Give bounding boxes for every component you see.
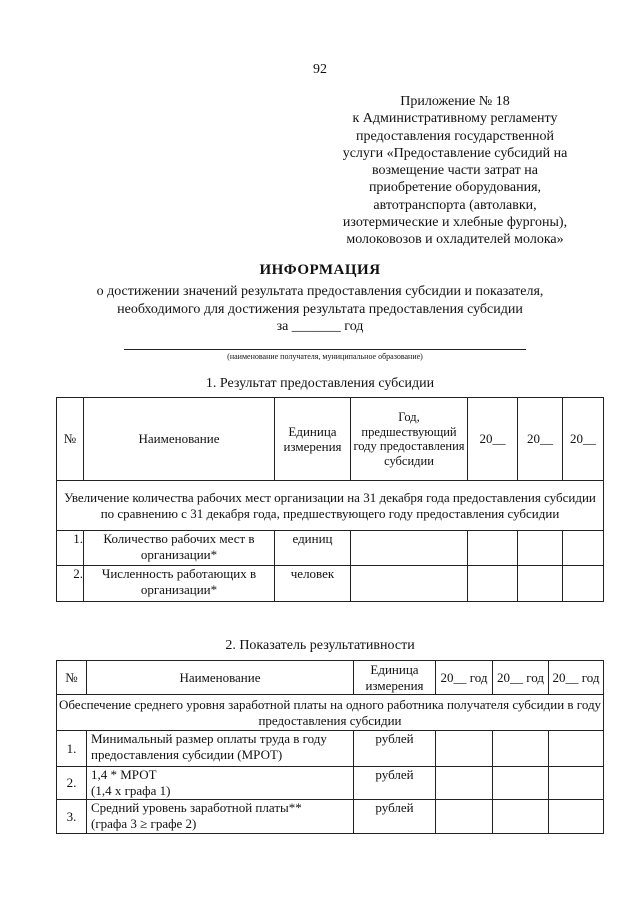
value-cell	[563, 566, 604, 602]
row-name-line: Средний уровень заработной платы**	[91, 800, 302, 815]
value-cell	[436, 800, 493, 834]
row-num: 1.	[57, 531, 84, 566]
header-num: №	[57, 661, 87, 695]
header-num: №	[57, 398, 84, 481]
value-cell	[549, 800, 604, 834]
row-name-line: 1,4 * МРОТ	[91, 767, 157, 782]
value-cell	[549, 731, 604, 767]
appendix-line: услуги «Предоставление субсидий на	[342, 145, 568, 161]
appendix-line: Приложение № 18	[400, 94, 510, 109]
header-year-2: 20__ год	[493, 661, 549, 695]
appendix-line: молоковозов и охладителей молока»	[346, 232, 564, 248]
appendix-line: изотермические и хлебные фургоны),	[342, 215, 568, 231]
row-unit: рублей	[354, 800, 436, 834]
appendix-line: предоставления государственной	[355, 128, 555, 144]
recipient-caption: (наименование получателя, муниципальное образование)	[227, 352, 423, 361]
row-name: Минимальный размер оплаты труда в году предоставления субсидии (МРОТ)	[87, 731, 354, 767]
header-year-1: 20__ год	[436, 661, 493, 695]
value-cell	[493, 767, 549, 800]
value-cell	[493, 731, 549, 767]
page-number: 92	[313, 62, 327, 77]
header-year-3: 20__ год	[549, 661, 604, 695]
result-group-row: Увеличение количества рабочих мест организации на 31 декабря года предоставления субсидии по сравнению с 31 декабря года, предшествующего году предоставления субсидии	[57, 481, 604, 531]
row-num: 2.	[57, 566, 84, 602]
value-cell	[549, 767, 604, 800]
header-prev-year: Год, предшествующий году предоставления субсидии	[351, 398, 468, 481]
recipient-line	[124, 349, 526, 350]
value-cell	[518, 566, 563, 602]
value-cell	[436, 767, 493, 800]
value-cell	[351, 566, 468, 602]
header-name: Наименование	[87, 661, 354, 695]
document-title: ИНФОРМАЦИЯ	[259, 262, 381, 278]
appendix-header	[335, 93, 575, 249]
value-cell	[468, 531, 518, 566]
row-unit: единиц	[275, 531, 351, 566]
value-cell	[351, 531, 468, 566]
subtitle-line: необходимого для достижения результата предоставления субсидии	[117, 301, 523, 317]
appendix-line: приобретение оборудования,	[368, 180, 542, 196]
indicator-table	[56, 660, 604, 834]
appendix-line: возмещение части затрат на	[371, 163, 539, 179]
header-year-3: 20__	[563, 398, 604, 481]
header-year-2: 20__	[518, 398, 563, 481]
document-subtitle	[0, 283, 640, 336]
row-name: Количество рабочих мест в организации*	[84, 531, 275, 566]
header-unit: Единица измерения	[275, 398, 351, 481]
row-name-line: (1,4 х графа 1)	[91, 782, 171, 798]
subtitle-line: за _______ год	[276, 319, 364, 334]
section2-title: 2. Показатель результативности	[225, 638, 415, 653]
result-table	[56, 397, 604, 602]
header-year-1: 20__	[468, 398, 518, 481]
row-name	[87, 767, 354, 800]
row-unit: человек	[275, 566, 351, 602]
subtitle-line: о достижении значений результата предоставления субсидии и показателя,	[96, 284, 544, 299]
row-num: 1.	[57, 731, 87, 767]
header-unit: Единица измерения	[354, 661, 436, 695]
row-name-line: (графа 3 ≥ графе 2)	[91, 815, 197, 831]
row-num: 2.	[57, 767, 87, 800]
row-name: Численность работающих в организации*	[84, 566, 275, 602]
value-cell	[493, 800, 549, 834]
indicator-group-row: Обеспечение среднего уровня заработной платы на одного работника получателя субсидии в году предоставления субсидии	[57, 695, 604, 731]
appendix-line: к Административному регламенту	[352, 111, 558, 127]
header-name: Наименование	[84, 398, 275, 481]
appendix-line: автотранспорта (автолавки,	[373, 197, 537, 213]
value-cell	[518, 531, 563, 566]
section1-title: 1. Результат предоставления субсидии	[205, 376, 435, 391]
value-cell	[468, 566, 518, 602]
row-unit: рублей	[354, 731, 436, 767]
row-num: 3.	[57, 800, 87, 834]
value-cell	[436, 731, 493, 767]
value-cell	[563, 531, 604, 566]
row-name	[87, 800, 354, 834]
row-unit: рублей	[354, 767, 436, 800]
